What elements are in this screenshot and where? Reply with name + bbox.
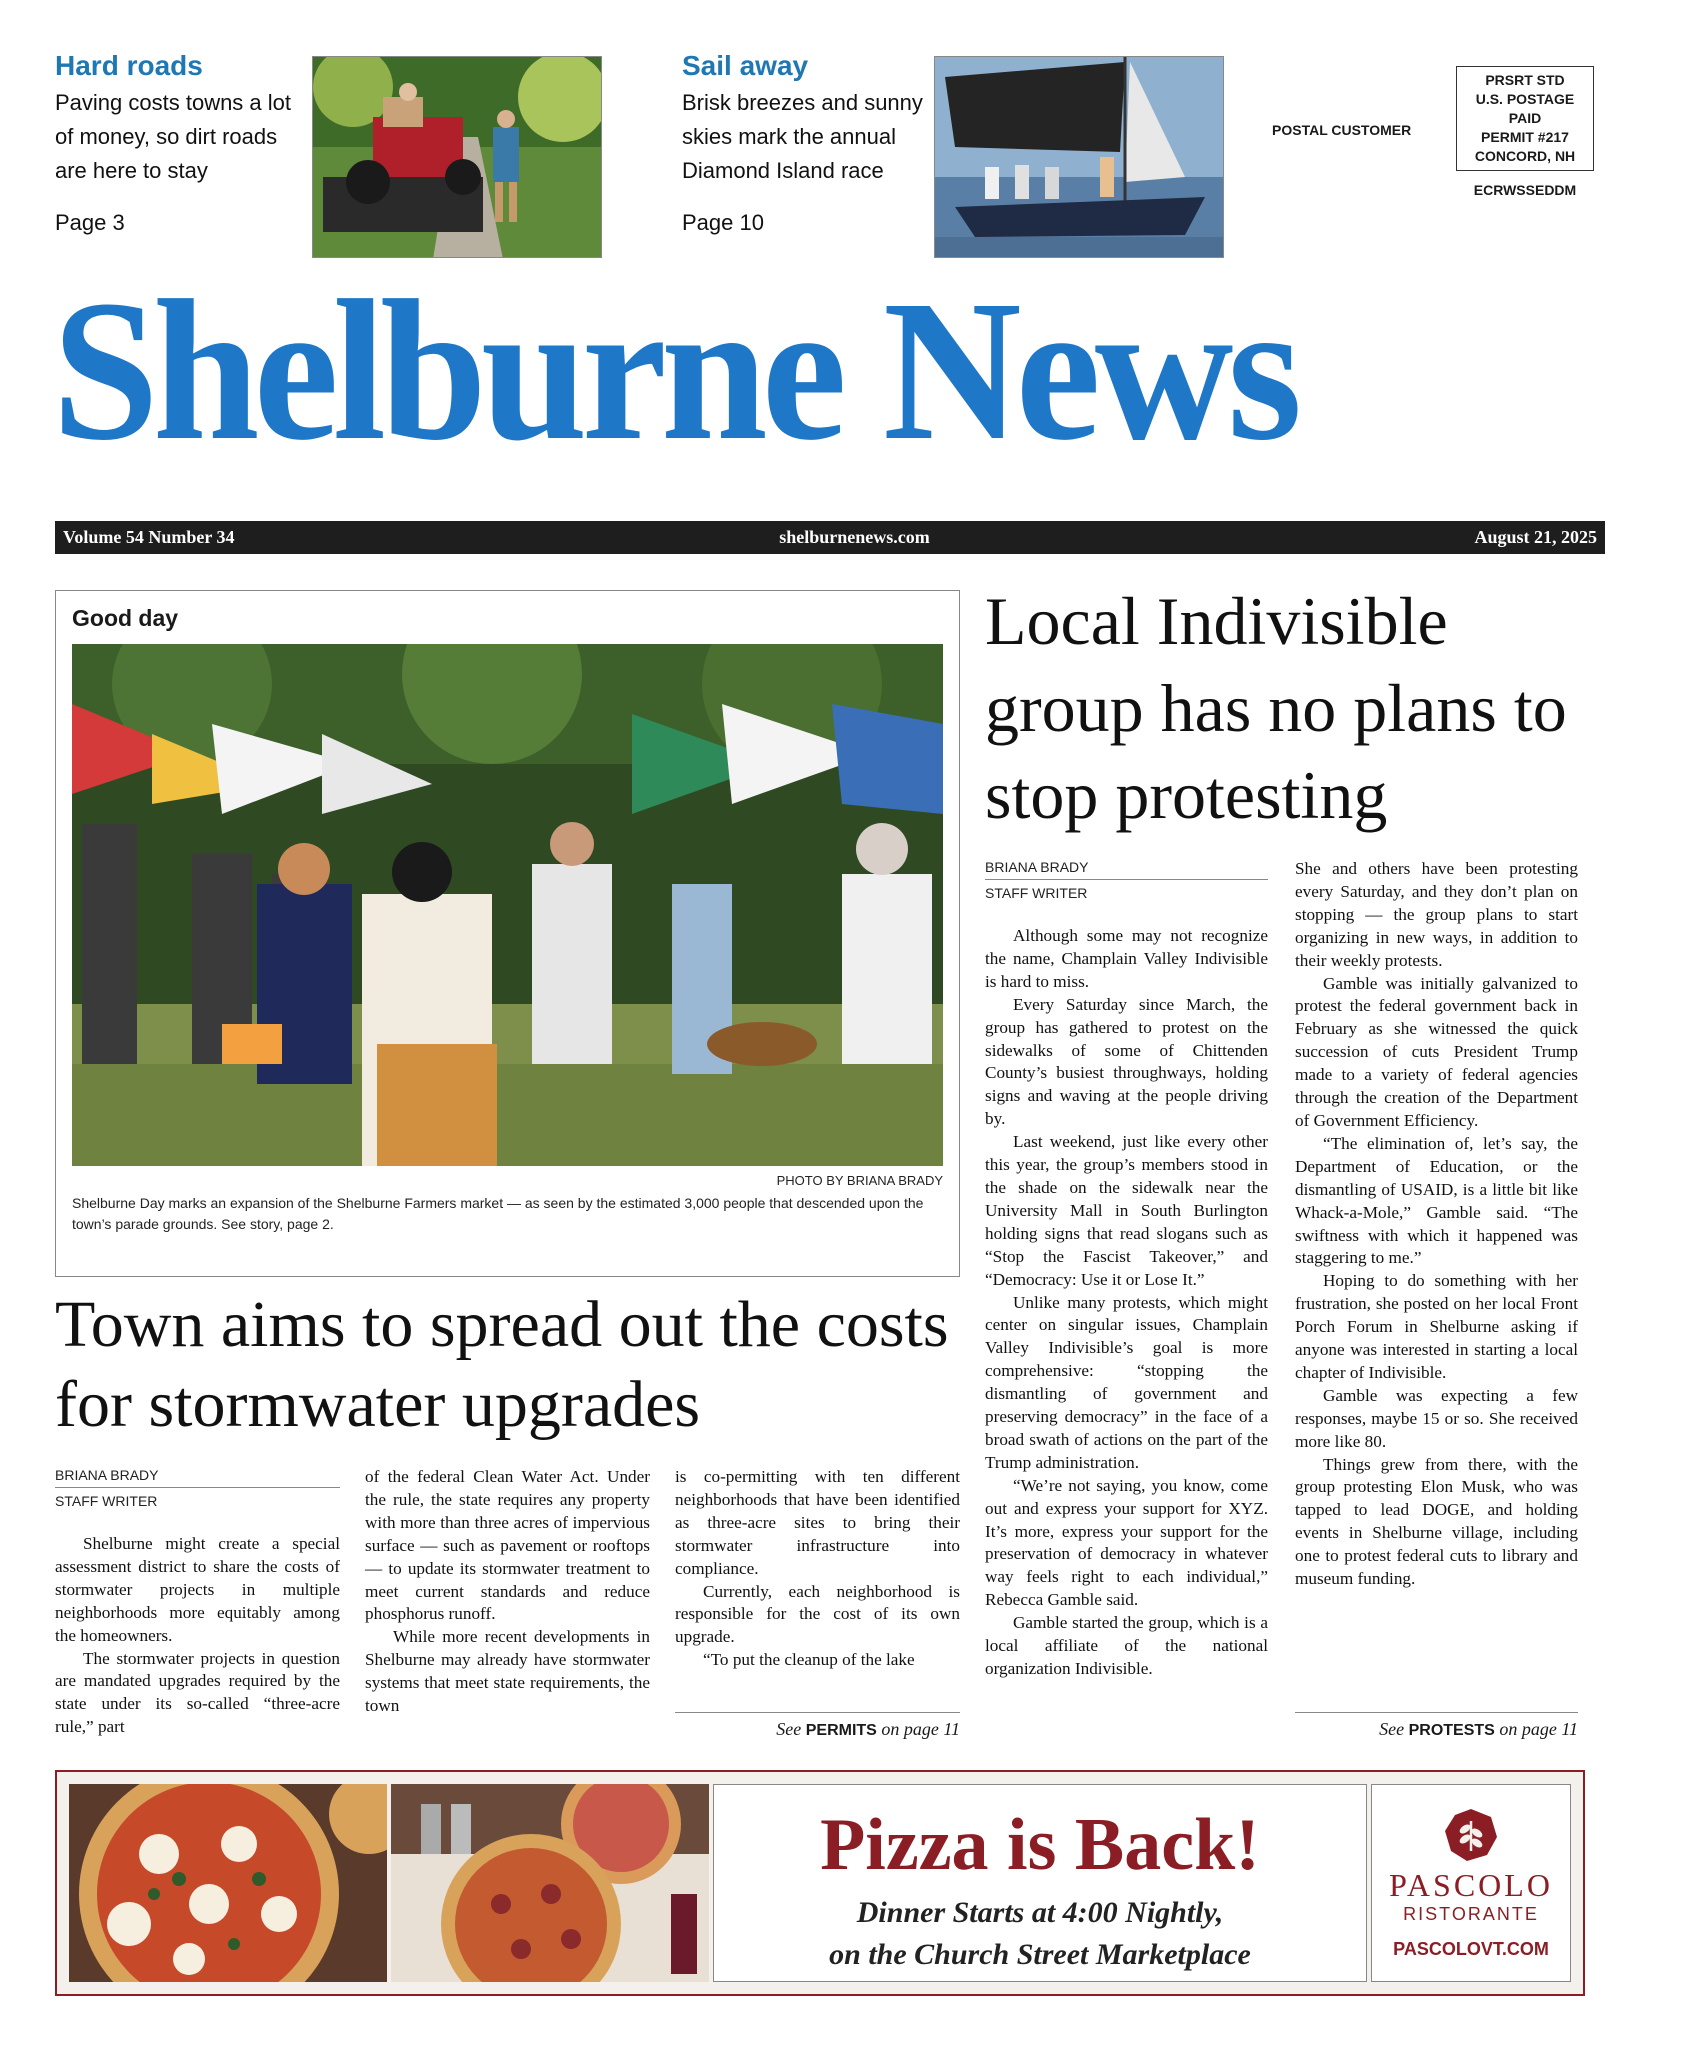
jump-protests[interactable]	[1295, 1712, 1578, 1740]
sailboat-photo	[934, 56, 1224, 258]
ad-message-panel	[713, 1784, 1367, 1982]
byline-name: BRIANA BRADY	[985, 858, 1268, 880]
teaser-text: Paving costs towns a lot of money, so dirt roads are here to stay	[55, 90, 292, 183]
jump-page: on page 11	[1499, 1719, 1578, 1739]
postal-code: ECRWSSEDDM	[1473, 182, 1577, 198]
paragraph: Every Saturday since March, the group has gathered to protest on the sidewalks of some of Chittenden County’s busiest throughways, holding signs and waving at the people driving by.	[985, 994, 1268, 1129]
teaser-sail-away[interactable]	[682, 50, 932, 236]
masthead-title: Shelburne News	[52, 258, 1297, 483]
postage-line: PAID	[1508, 110, 1542, 126]
photo-credit: PHOTO BY BRIANA BRADY	[776, 1173, 943, 1188]
paragraph: Currently, each neighborhood is responsible for the cost of its own upgrade.	[675, 1581, 960, 1647]
pizza-ad[interactable]	[55, 1770, 1585, 1996]
ad-brand-panel	[1371, 1784, 1571, 1982]
postage-line: CONCORD, NH	[1474, 148, 1576, 164]
paragraph: She and others have been protesting every Saturday, and they don’t plan on stopping — the group plans to start organizing in new ways, in addition to their weekly protests.	[1295, 859, 1578, 970]
masthead-meta-bar	[55, 521, 1605, 554]
pizza-photo-left	[69, 1784, 387, 1982]
teaser-hard-roads[interactable]	[55, 50, 305, 236]
paragraph: of the federal Clean Water Act. Under the rule, the state requires any property with more than three acres of impervious surface — such as pavement or rooftops — to update its stormwater treatment to meet current standards and reduce phosphorus runoff.	[365, 1467, 650, 1624]
jump-permits[interactable]	[675, 1712, 960, 1740]
paragraph: Hoping to do something with her frustration, she posted on her local Front Porch Forum in Shelburne asking if anyone was interested in starting a local chapter of Indivisible.	[1295, 1271, 1578, 1382]
ad-title: Pizza is Back!	[820, 1804, 1260, 1886]
teaser-text: Brisk breezes and sunny skies mark the annual Diamond Island race	[682, 90, 923, 183]
photo-caption: Shelburne Day marks an expansion of the Shelburne Farmers market — as seen by the estimated 3,000 people that descended upon the town’s parade grounds. See story, page 2.	[72, 1195, 924, 1232]
teaser-page: Page 10	[682, 210, 764, 235]
postage-line: U.S. POSTAGE	[1475, 91, 1575, 107]
paragraph: “The elimination of, let’s say, the Department of Education, or the dismantling of USAID, is a little bit like Whack-a-Mole,” Gamble said. “The swiftness with which it happened was staggering to me.”	[1295, 1133, 1578, 1268]
headline-indivisible[interactable]: Local Indivisible group has no plans to stop protesting	[985, 583, 1567, 833]
brand-name: PASCOLO	[1389, 1867, 1553, 1903]
volume-number: Volume 54 Number 34	[63, 527, 235, 547]
pizza-photo-right	[391, 1784, 709, 1982]
story-left-column-1	[55, 1533, 340, 1739]
paragraph: While more recent developments in Shelburne may already have stormwater systems that meet state requirements, the town	[365, 1627, 650, 1716]
jump-keyword: PERMITS	[805, 1722, 877, 1739]
paragraph: “We’re not saying, you know, come out and express your support for XYZ. It’s more, express your support for the preservation of democracy in whatever way feels right to each individual,” Rebecca Gamble said.	[985, 1475, 1268, 1610]
story-left-column-2	[365, 1466, 650, 1718]
paragraph: Shelburne might create a special assessment district to share the costs of stormwater projects in multiple neighborhoods more equitably among the homeowners.	[55, 1534, 340, 1645]
feature-label: Good day	[72, 605, 179, 631]
feature-photo-box	[55, 590, 960, 1277]
tractor-photo	[312, 56, 602, 258]
website-link[interactable]: shelburnenews.com	[779, 527, 930, 547]
postal-customer: POSTAL CUSTOMER	[1272, 122, 1412, 138]
paragraph: “To put the cleanup of the lake	[703, 1650, 915, 1670]
headline-stormwater[interactable]: Town aims to spread out the costs for stormwater upgrades	[55, 1288, 949, 1441]
paragraph: Gamble started the group, which is a local affiliate of the national organization Indivisible.	[985, 1613, 1268, 1678]
jump-keyword: PROTESTS	[1408, 1722, 1495, 1739]
postage-line: PERMIT #217	[1481, 129, 1569, 145]
byline-name: BRIANA BRADY	[55, 1466, 340, 1488]
story-left-column-3	[675, 1466, 960, 1672]
jump-page: on page 11	[881, 1719, 960, 1739]
jump-see: See	[1379, 1719, 1405, 1739]
teaser-page: Page 3	[55, 210, 125, 235]
paragraph: Although some may not recognize the name, Champlain Valley Indivisible is hard to miss.	[985, 926, 1268, 991]
postage-indicia	[1456, 66, 1594, 171]
issue-date: August 21, 2025	[1474, 527, 1597, 547]
paragraph: Unlike many protests, which might center on singular issues, Champlain Valley Indivisible’s goal is more comprehensive: “stopping the dismantling of government and preserving democracy” in the face of a broad swath of actions on the part of the Trump administration.	[985, 1292, 1268, 1472]
brand-url[interactable]: PASCOLOVT.COM	[1393, 1939, 1549, 1959]
postage-line: PRSRT STD	[1485, 72, 1565, 88]
paragraph: The stormwater projects in question are mandated upgrades required by the state under its so-called “three-acre rule,” part	[55, 1648, 340, 1737]
paragraph: Last weekend, just like every other this year, the group’s members stood in the shade on the sidewalk near the University Mall in South Burlington holding signs that read slogans such as “Stop the Fascist Takeover,” and “Democracy: Use it or Lose It.”	[985, 1132, 1268, 1289]
teaser-title: Sail away	[682, 50, 809, 81]
jump-see: See	[776, 1719, 802, 1739]
paragraph: Gamble was expecting a few responses, maybe 15 or so. She received more like 80.	[1295, 1385, 1578, 1451]
farmers-market-photo	[72, 644, 943, 1166]
byline-role: STAFF WRITER	[55, 1493, 158, 1509]
brand-subtitle: RISTORANTE	[1403, 1904, 1539, 1924]
byline-role: STAFF WRITER	[985, 885, 1088, 901]
ad-line-1: Dinner Starts at 4:00 Nightly,	[856, 1896, 1224, 1929]
pascolo-logo-icon	[1372, 1807, 1570, 1863]
paragraph: is co-permitting with ten different neighborhoods that have been identified as three-acre sites to bring their stormwater infrastructure into compliance.	[675, 1467, 960, 1578]
ad-line-2: on the Church Street Marketplace	[829, 1938, 1251, 1971]
story-right-column-2	[1295, 858, 1578, 1591]
paragraph: Gamble was initially galvanized to protest the federal government back in February as she witnessed the quick succession of cuts President Trump made to a variety of federal agencies through the creation of the Department of Government Efficiency.	[1295, 973, 1578, 1130]
byline-left	[55, 1466, 340, 1511]
paragraph: Things grew from there, with the group protesting Elon Musk, who was tapped to lead DOGE, and holding events in Shelburne village, including one to protest federal cuts to library and museum funding.	[1295, 1454, 1578, 1589]
teaser-title: Hard roads	[55, 50, 203, 81]
story-right-column-1	[985, 925, 1268, 1681]
byline-right	[985, 858, 1268, 903]
